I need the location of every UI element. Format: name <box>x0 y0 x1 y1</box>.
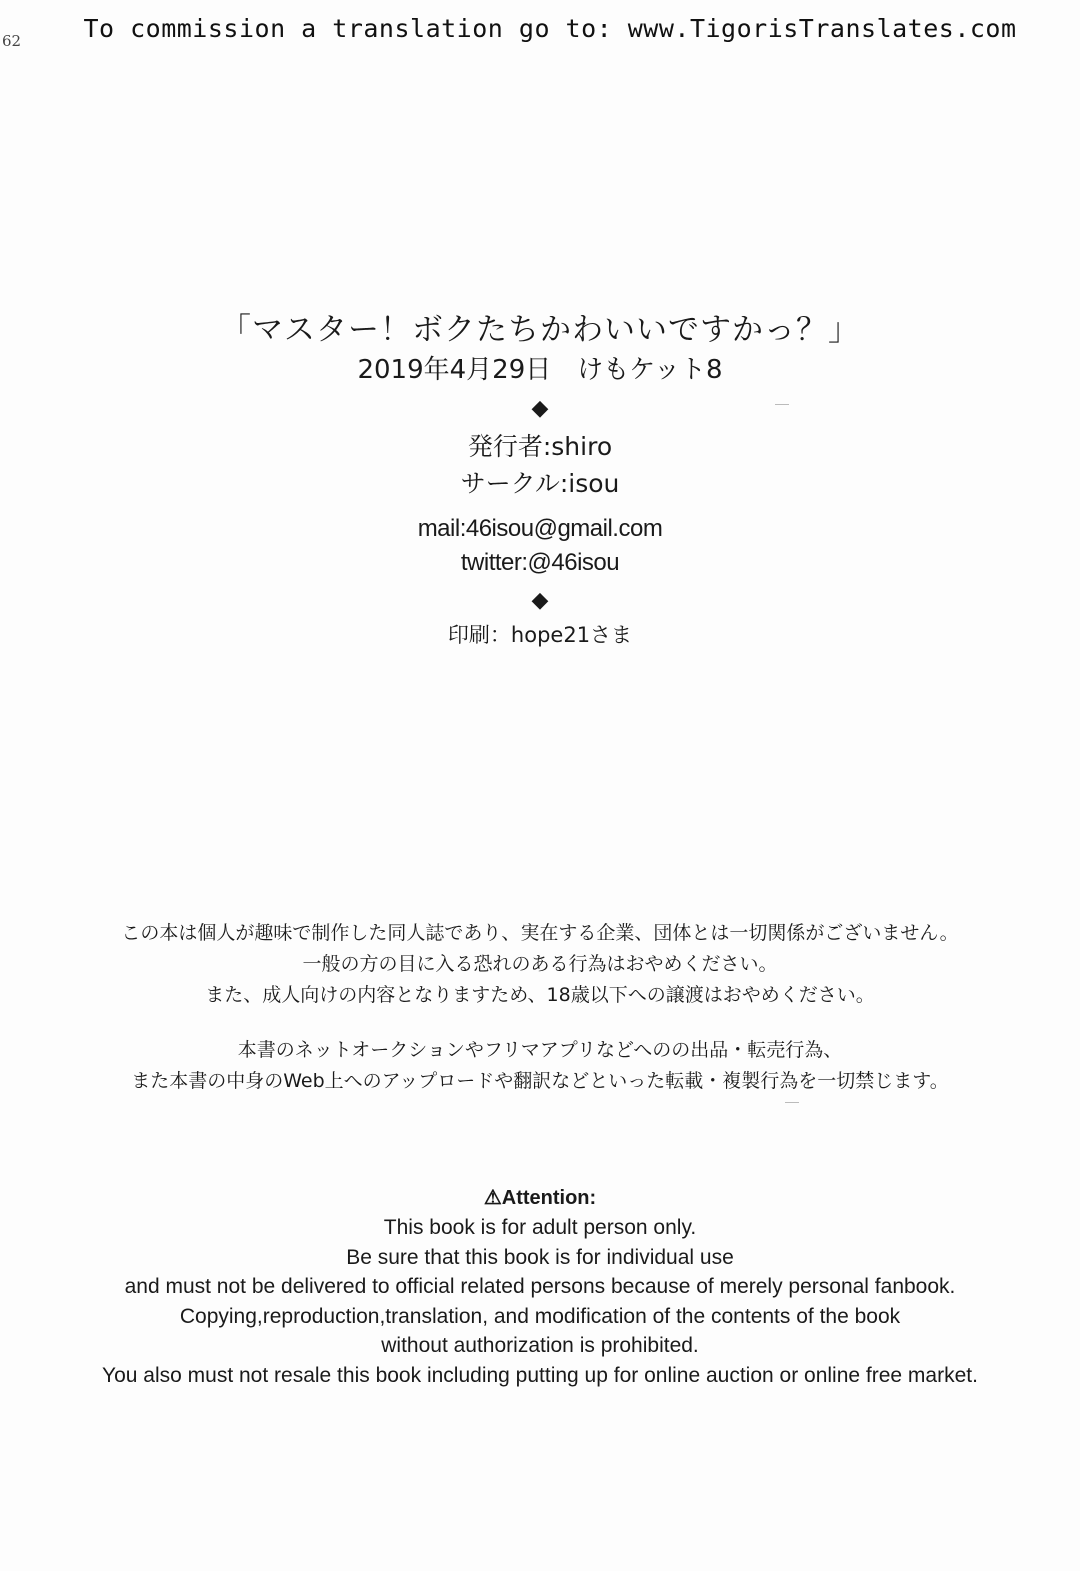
twitter-line: twitter:@46isou <box>460 549 620 576</box>
attention-line: This book is for adult person only. <box>383 1216 697 1239</box>
notice-line: また本書の中身のWeb上へのアップロードや翻訳などといった転載・複製行為を一切禁じます。 <box>131 1070 949 1092</box>
notice-line: また、成人向けの内容となりますため、18歳以下への譲渡はおやめください。 <box>205 984 875 1006</box>
attention-line: Copying,reproduction,translation, and modification of the contents of the book <box>179 1304 901 1328</box>
attention-line: You also must not resale this book including putting up for online auction or online free market. <box>102 1363 978 1387</box>
printer-credit: 印刷：hope21さま <box>447 623 633 647</box>
notice-line: この本は個人が趣味で制作した同人誌であり、実在する企業、団体とは一切関係がございません。 <box>121 922 959 944</box>
attention-notice <box>0 1183 1080 1390</box>
event-date-line: 2019年4月29日 けもケット8 <box>357 355 723 385</box>
scan-speck <box>785 1102 799 1103</box>
attention-line: and must not be delivered to official related persons because of merely personal fanbook. <box>124 1275 956 1298</box>
diamond-separator-icon: ◆ <box>531 396 549 421</box>
attention-line: Be sure that this book is for individual use <box>346 1245 734 1269</box>
page-number: 62 <box>2 32 22 50</box>
circle-line: サークル:isou <box>460 469 620 498</box>
notice-line: 本書のネットオークションやフリマアプリなどへのの出品・転売行為、 <box>237 1039 843 1061</box>
scan-speck <box>775 404 789 405</box>
publisher-line: 発行者:shiro <box>467 432 613 461</box>
attention-line: without authorization is prohibited. <box>381 1334 699 1357</box>
translation-banner: To commission a translation go to: www.TigorisTranslates.com <box>83 14 1017 43</box>
notice-line: 一般の方の目に入る恐れのある行為はおやめください。 <box>302 953 778 975</box>
diamond-separator-icon: ◆ <box>531 588 549 613</box>
mail-line: mail:46isou@gmail.com <box>417 515 663 542</box>
colophon <box>0 308 1080 650</box>
book-title: 「マスター！ボクたちかわいいですかっ？」 <box>220 312 860 348</box>
japanese-notice <box>0 918 1080 1097</box>
attention-heading: ⚠Attention: <box>483 1187 597 1209</box>
